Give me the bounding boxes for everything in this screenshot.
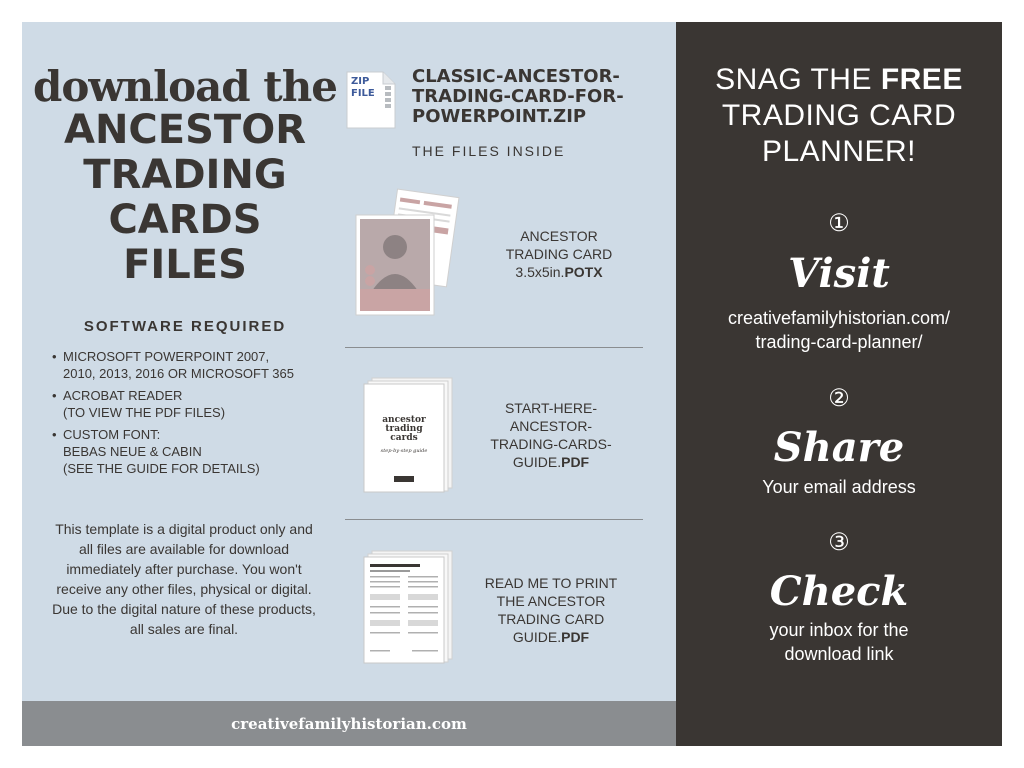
files-inside-label: THE FILES INSIDE xyxy=(412,143,566,159)
zip-file-icon xyxy=(345,70,397,130)
step-3-text xyxy=(676,618,1002,666)
software-item xyxy=(52,426,342,477)
file-label-line: TRADING CARD xyxy=(505,246,613,262)
headline-bold: FREE xyxy=(880,63,963,96)
guide-thumb-line: ancestor xyxy=(382,415,426,425)
software-item-line: BEBAS NEUE & CABIN xyxy=(63,444,202,459)
planner-headline xyxy=(676,62,1002,170)
step-1-url[interactable] xyxy=(676,306,1002,354)
software-item-line: (TO VIEW THE PDF FILES) xyxy=(63,405,226,420)
step-2-share: Share xyxy=(773,424,905,471)
step-3-number: ③ xyxy=(828,529,850,556)
file-label-line: ANCESTOR- xyxy=(509,418,593,434)
software-item-line: 2010, 2013, 2016 OR MICROSOFT 365 xyxy=(63,366,294,381)
title-line: TRADING xyxy=(83,152,287,198)
trading-card-thumbnail xyxy=(352,185,462,320)
zip-filename-line: CLASSIC-ANCESTOR- xyxy=(412,66,620,87)
file-name-part: GUIDE. xyxy=(512,454,562,470)
step-3-check: Check xyxy=(769,568,909,615)
step-1-visit: Visit xyxy=(788,250,890,297)
file-label-line: TRADING-CARDS- xyxy=(490,436,612,452)
guide-thumb-script: step-by-step guide xyxy=(380,448,428,454)
headline-line: TRADING CARD xyxy=(721,99,957,132)
file-extension: POTX xyxy=(564,264,603,280)
step-2-text xyxy=(676,475,1002,499)
title-main xyxy=(22,108,348,288)
step-text-line[interactable]: trading-card-planner/ xyxy=(755,332,923,352)
divider xyxy=(345,347,643,348)
guide-cover-thumbnail xyxy=(362,376,457,494)
file-label-line: TRADING CARD xyxy=(497,611,605,627)
file-label-line: READ ME TO PRINT xyxy=(484,575,618,591)
file-name-part: 3.5x5in. xyxy=(515,264,565,280)
step-text-line[interactable]: creativefamilyhistorian.com/ xyxy=(727,308,951,328)
file-extension: PDF xyxy=(561,629,590,645)
disclaimer-text: This template is a digital product only and all files are available for download immediately after purchase. You won't receive any other files, physical or digital. Due to the digital nature of these products, all sales are final. xyxy=(52,521,316,637)
step-1-number: ① xyxy=(828,210,850,237)
software-item xyxy=(52,348,342,382)
title-download-the: download the xyxy=(33,62,337,111)
headline-line: PLANNER! xyxy=(761,135,917,168)
guide-thumb-line: trading xyxy=(385,424,423,434)
software-item-line: • CUSTOM FONT: xyxy=(63,427,161,442)
software-item xyxy=(52,387,342,421)
file-label-line xyxy=(474,263,644,281)
file-label-guide-pdf xyxy=(466,399,636,471)
step-text-line: download link xyxy=(784,644,894,664)
divider xyxy=(345,519,643,520)
software-list xyxy=(52,348,342,482)
step-2-number: ② xyxy=(828,385,850,412)
guide-thumb-line: cards xyxy=(390,433,418,443)
footer-website: creativefamilyhistorian.com xyxy=(22,701,676,746)
file-name-part: GUIDE. xyxy=(512,629,562,645)
readme-document-thumbnail xyxy=(362,550,457,665)
software-item-line: • MICROSOFT POWERPOINT 2007, xyxy=(63,349,270,364)
file-label-potx xyxy=(474,227,644,281)
file-label-line: START-HERE- xyxy=(504,400,598,416)
software-item-line: (SEE THE GUIDE FOR DETAILS) xyxy=(63,461,260,476)
headline-line xyxy=(676,62,1002,98)
software-item-line: • ACROBAT READER xyxy=(63,388,183,403)
software-required-heading: SOFTWARE REQUIRED xyxy=(83,318,287,335)
svg-text:ZIP: ZIP xyxy=(351,76,370,87)
zip-filename xyxy=(412,67,662,127)
title-line: FILES xyxy=(123,242,247,288)
file-label-line: THE ANCESTOR xyxy=(496,593,606,609)
svg-text:FILE: FILE xyxy=(351,88,375,99)
file-extension: PDF xyxy=(561,454,590,470)
zip-filename-line: TRADING-CARD-FOR- xyxy=(412,86,624,107)
file-label-line xyxy=(466,628,636,646)
step-text-line: your inbox for the xyxy=(769,620,909,640)
headline-text: SNAG THE xyxy=(715,63,881,96)
title-line: ANCESTOR xyxy=(63,107,306,153)
file-label-readme-pdf xyxy=(466,574,636,646)
title-line: CARDS xyxy=(108,197,262,243)
file-label-line xyxy=(466,453,636,471)
step-text-line: Your email address xyxy=(762,477,916,497)
zip-filename-line: POWERPOINT.ZIP xyxy=(412,106,587,127)
file-label-line: ANCESTOR xyxy=(520,228,598,244)
